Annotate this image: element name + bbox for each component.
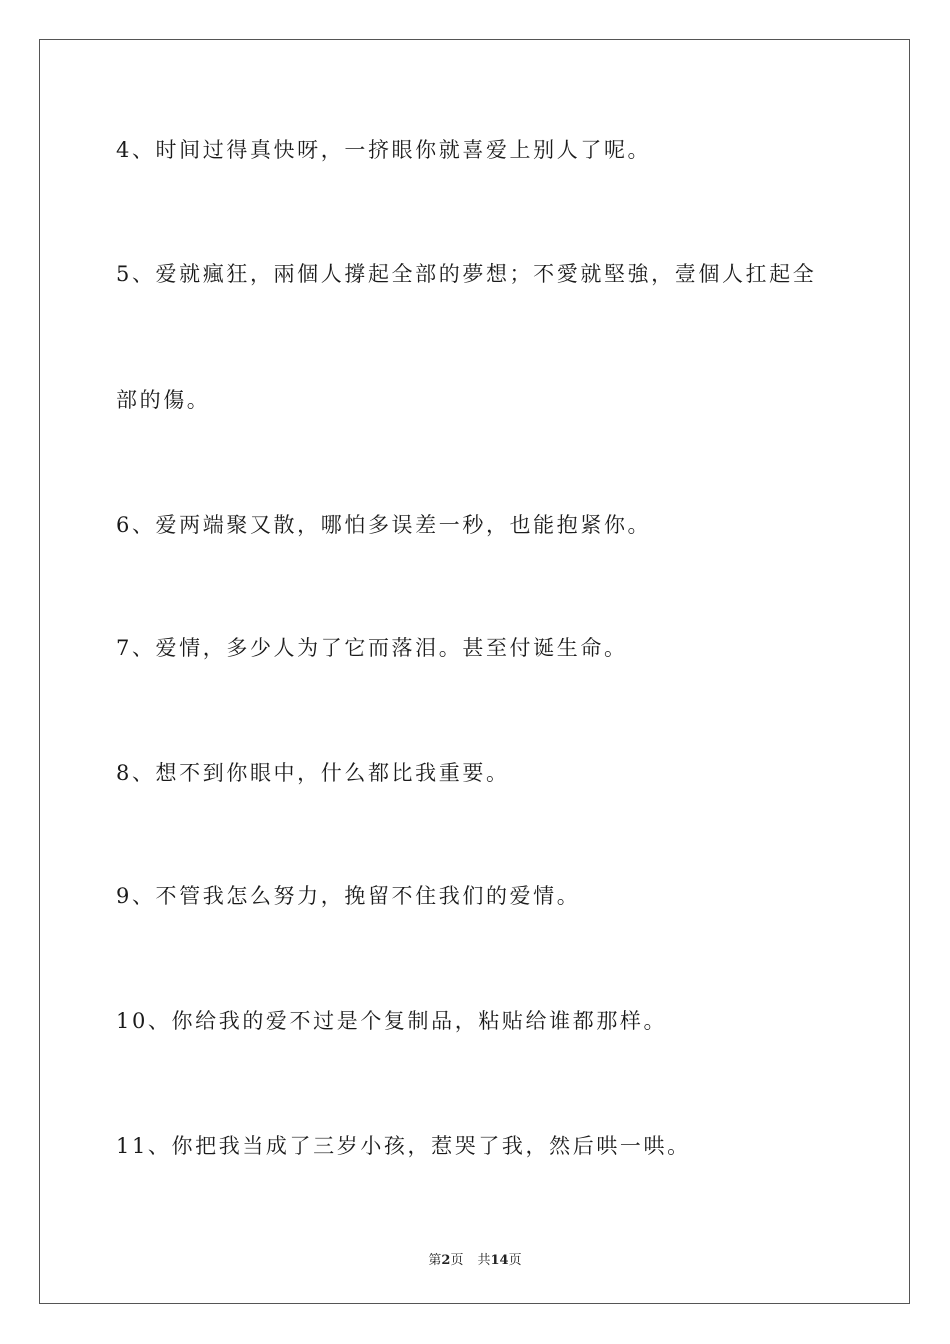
footer-total-suffix: 页: [508, 1253, 522, 1268]
footer-page-current: 2: [441, 1253, 451, 1268]
text-line-6: 6、爱两端聚又散，哪怕多误差一秒，也能抱紧你。: [116, 513, 652, 537]
text-line-7: 7、爱情，多少人为了它而落泪。甚至付诞生命。: [116, 636, 628, 660]
text-line-8: 8、想不到你眼中，什么都比我重要。: [116, 761, 510, 785]
text-line-5-cont: 部的傷。: [116, 388, 211, 412]
footer-page-prefix: 第: [428, 1253, 442, 1268]
text-line-9: 9、不管我怎么努力，挽留不住我们的爱情。: [116, 884, 581, 908]
footer-page-total: 14: [490, 1253, 509, 1268]
text-line-4: 4、时间过得真快呀，一挤眼你就喜爱上别人了呢。: [116, 138, 652, 162]
text-line-10: 10、你给我的爱不过是个复制品，粘贴给谁都那样。: [116, 1009, 668, 1033]
text-line-11: 11、你把我当成了三岁小孩，惹哭了我，然后哄一哄。: [116, 1134, 691, 1158]
text-line-5: 5、爱就瘋狂，兩個人撐起全部的夢想；不愛就堅強，壹個人扛起全: [116, 262, 817, 286]
footer-page-suffix: 页: [450, 1253, 464, 1268]
page-frame: [39, 39, 910, 1304]
footer-total-prefix: 共: [477, 1253, 491, 1268]
page-footer: [0, 1249, 950, 1268]
